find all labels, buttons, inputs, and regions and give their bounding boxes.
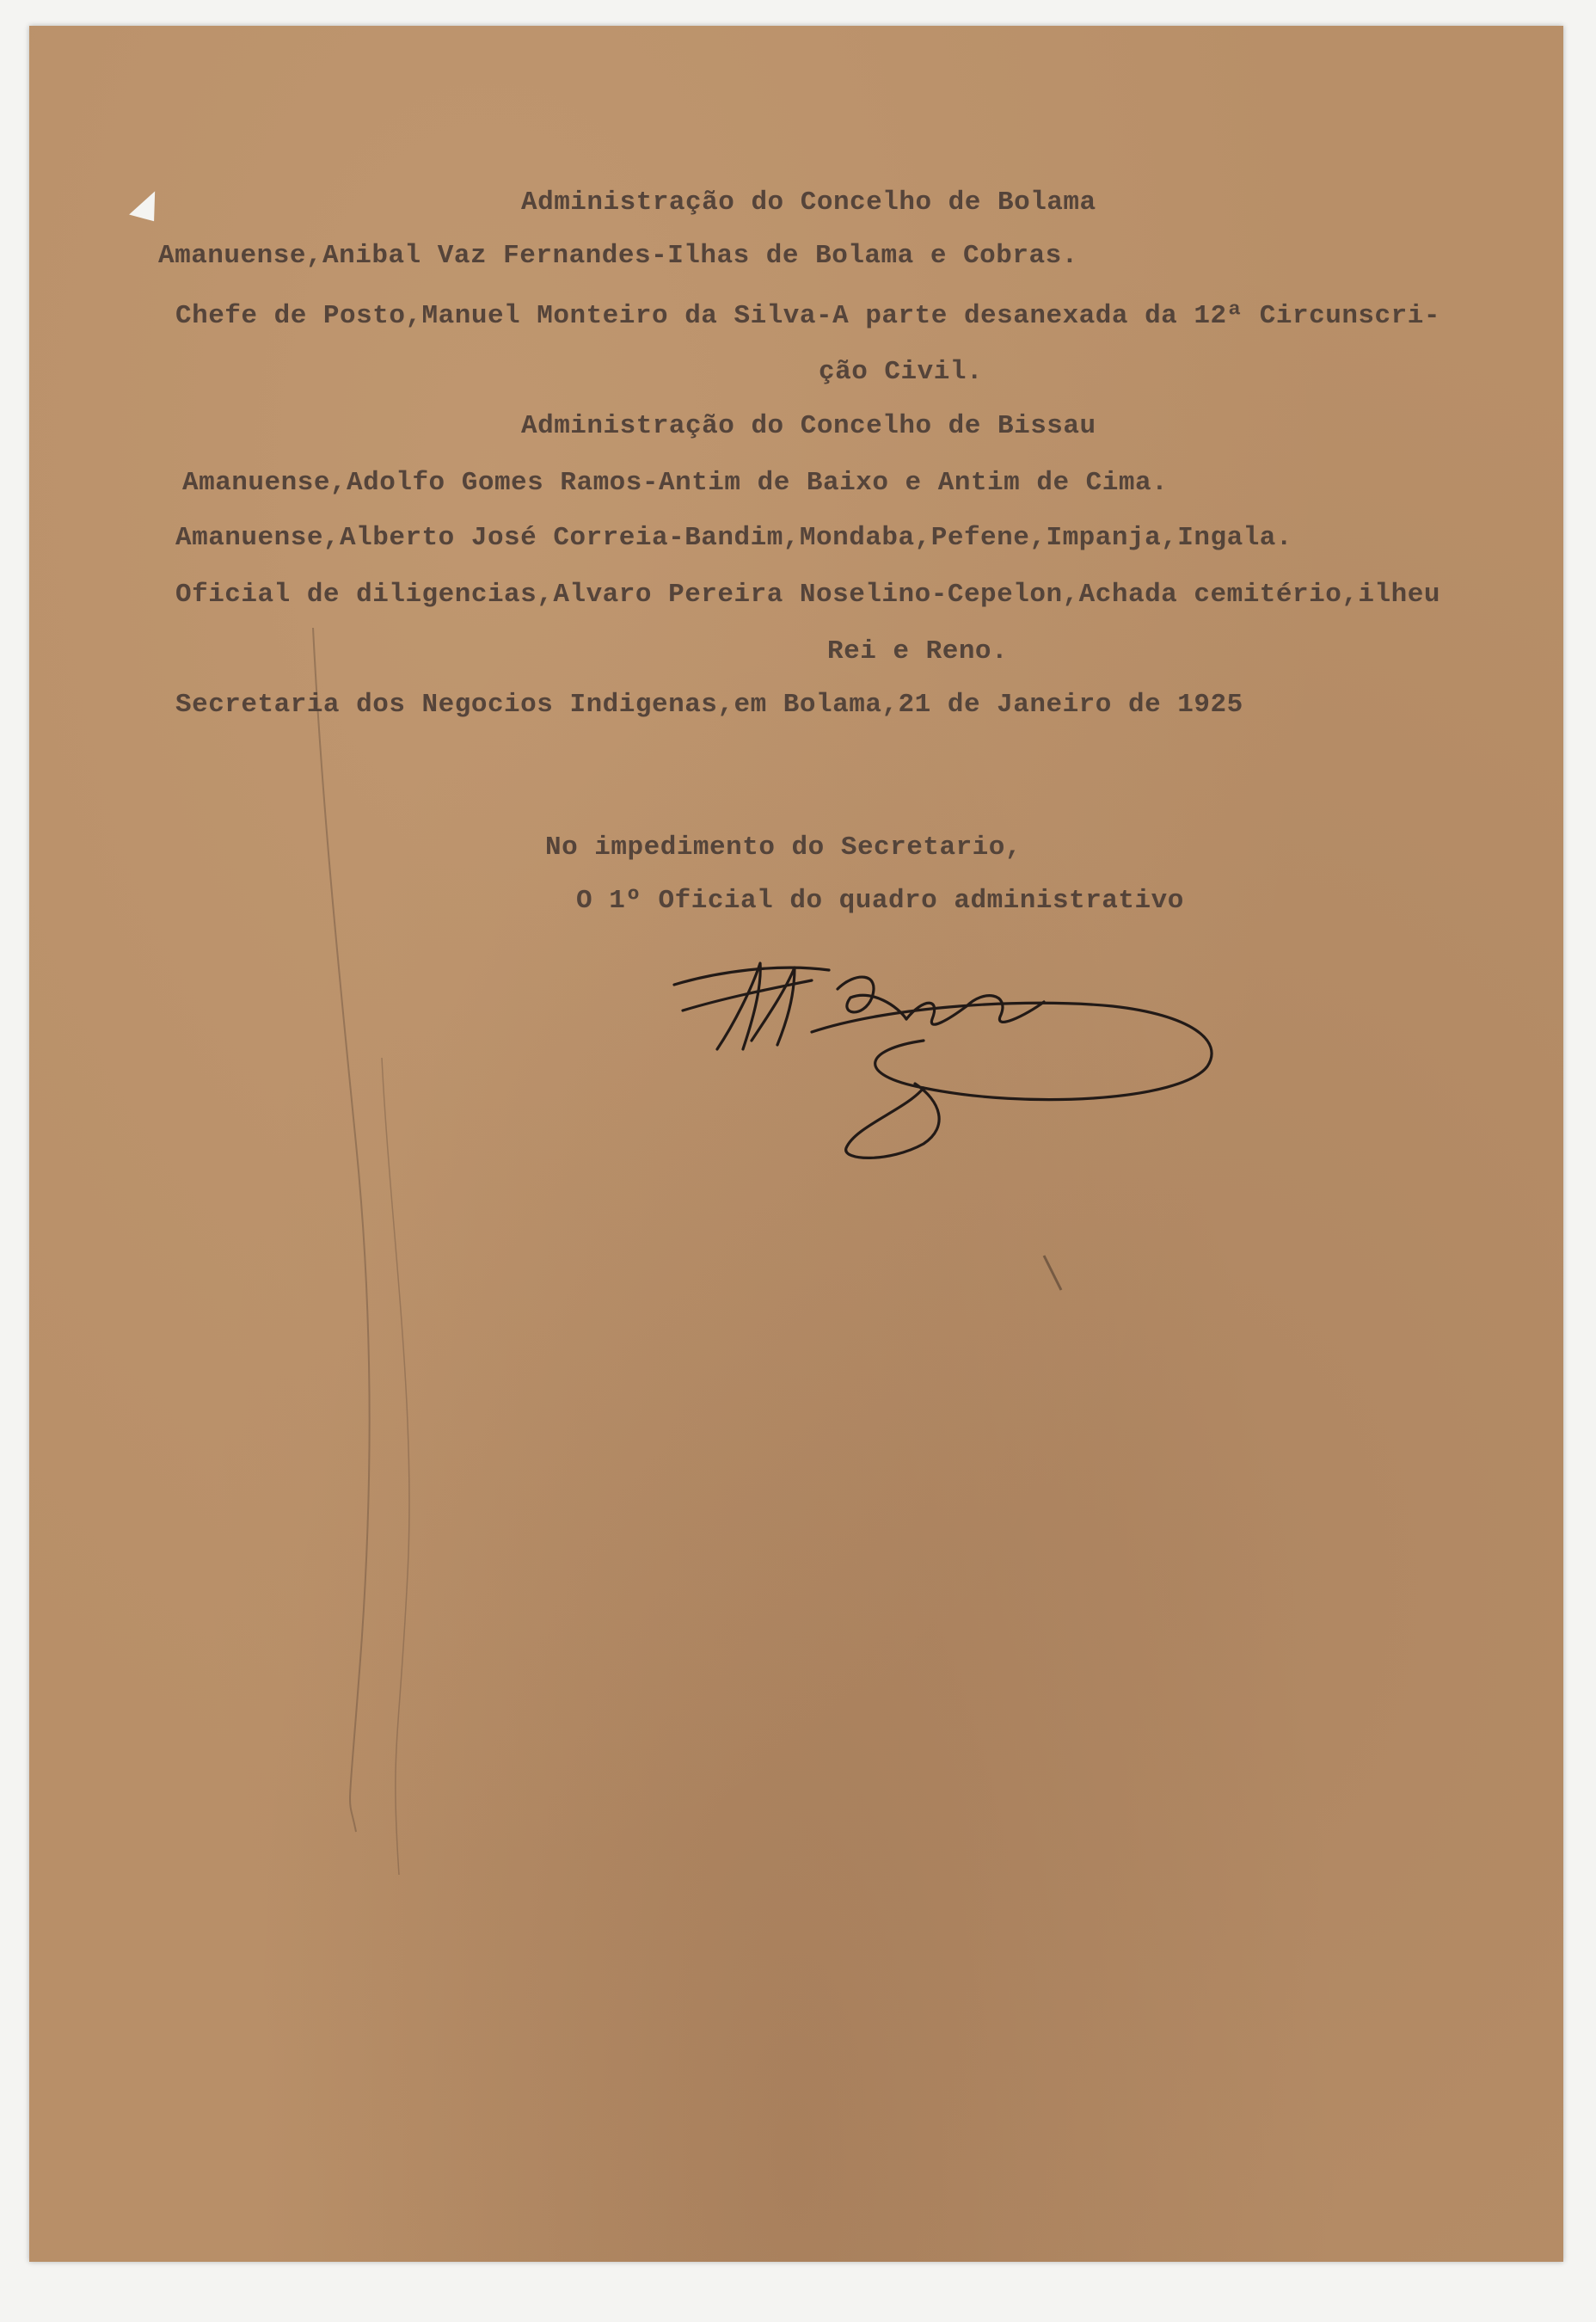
heading-admin-bissau: Administração do Concelho de Bissau [521,411,1096,441]
document-page [29,26,1563,2262]
line-oficial-cont: Rei e Reno. [827,636,1009,666]
line-amanuense-anibal: Amanuense,Anibal Vaz Fernandes-Ilhas de Bolama e Cobras. [158,241,1078,271]
line-amanuense-adolfo: Amanuense,Adolfo Gomes Ramos-Antim de Baixo e Antim de Cima. [182,468,1169,498]
line-chefe-posto: Chefe de Posto,Manuel Monteiro da Silva-A parte desanexada da 12ª Circunscri- [175,301,1440,331]
heading-admin-bolama: Administração do Concelho de Bolama [521,187,1096,218]
line-oficial-diligencias: Oficial de diligencias,Alvaro Pereira Noselino-Cepelon,Achada cemitério,ilheu [175,580,1440,610]
line-impedimento: No impedimento do Secretario, [545,832,1022,863]
line-chefe-posto-cont: ção Civil. [819,357,984,387]
line-primeiro-oficial: O 1º Oficial do quadro administrativo [576,886,1184,916]
line-secretaria-date: Secretaria dos Negocios Indigenas,em Bolama,21 de Janeiro de 1925 [175,690,1243,720]
handwritten-signature [666,937,1233,1161]
line-amanuense-alberto: Amanuense,Alberto José Correia-Bandim,Mondaba,Pefene,Impanja,Ingala. [175,523,1293,553]
